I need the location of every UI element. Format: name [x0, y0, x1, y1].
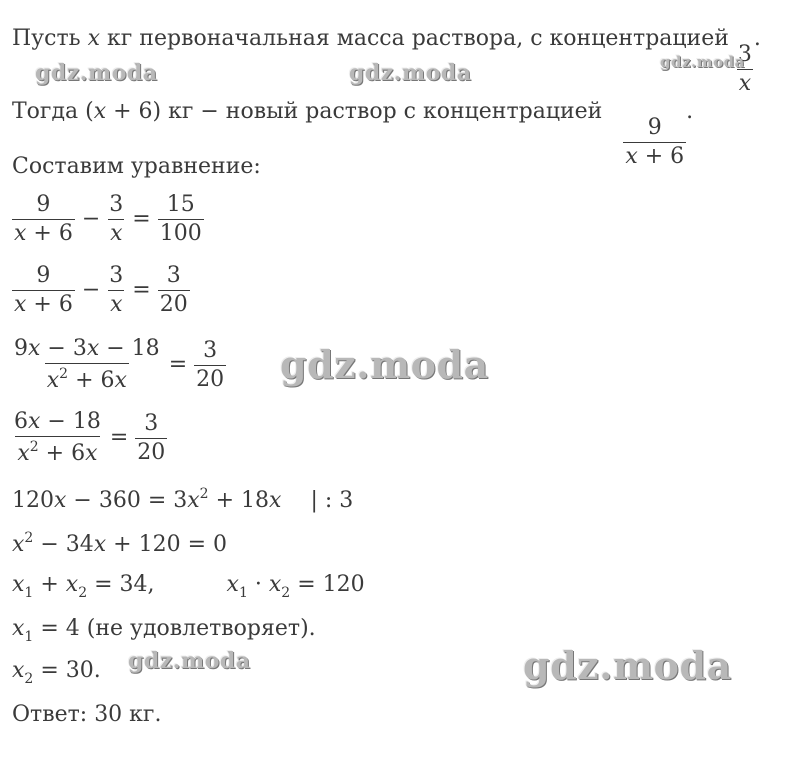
variable-x: x: [114, 368, 127, 393]
term: − 18: [40, 409, 101, 434]
fraction-denominator: x: [738, 71, 752, 96]
fraction-9-over-x-plus-6: [12, 194, 75, 245]
equation-4: [12, 411, 167, 465]
variable-x: x: [14, 292, 27, 317]
numerator: 3: [109, 263, 124, 288]
variable-x: x: [28, 409, 41, 434]
variable-x: x: [14, 221, 27, 246]
variable-x: x: [46, 368, 60, 393]
watermark-1: gdz.moda: [35, 60, 158, 86]
fraction-numerator: 3: [737, 42, 752, 67]
root-1-line: [12, 618, 316, 644]
subscript: 2: [24, 671, 34, 687]
divide-note: | : 3: [310, 488, 354, 513]
term: − 360 = 3: [66, 488, 188, 513]
denominator: x: [110, 221, 123, 246]
term: − 34: [33, 532, 94, 557]
equation-heading: Составим уравнение:: [12, 154, 261, 179]
variable-x: x: [54, 488, 67, 513]
product-value: = 120: [290, 572, 365, 597]
variable-x: x: [269, 488, 282, 513]
coef: 6: [14, 409, 28, 434]
subscript: 2: [281, 585, 291, 601]
plus: +: [33, 572, 66, 597]
variable-x: x: [12, 616, 25, 641]
variable-x: x: [625, 144, 638, 169]
term: − 18: [99, 336, 160, 361]
numerator: 3: [109, 192, 124, 217]
term: + 18: [208, 488, 270, 513]
sum-value: = 34,: [87, 572, 155, 597]
equation-2: [12, 265, 190, 316]
variable-x: x: [226, 572, 239, 597]
variable-x: x: [93, 532, 107, 557]
equals-sign: =: [109, 425, 129, 450]
term: + 120 = 0: [106, 532, 228, 557]
term: 120: [12, 488, 54, 513]
equals-sign: =: [168, 352, 188, 377]
fraction-3-over-x: [107, 194, 125, 245]
numerator: 15: [166, 192, 195, 217]
numerator: 9: [36, 263, 51, 288]
fraction-3-over-x: [107, 265, 125, 316]
numerator: 9: [36, 192, 51, 217]
exponent: 2: [199, 486, 209, 502]
intro-text: Пусть: [12, 26, 81, 51]
variable-x: x: [86, 336, 100, 361]
denominator-rest: + 6: [26, 292, 73, 317]
term: + 6: [38, 441, 86, 466]
subscript: 1: [24, 629, 34, 645]
subscript: 1: [238, 585, 248, 601]
variable-x: x: [87, 26, 101, 51]
variable-x: x: [12, 532, 25, 557]
denominator: 20: [137, 439, 166, 465]
new-concentration-fraction: [623, 117, 686, 168]
variable-x: x: [12, 658, 25, 683]
exponent: 2: [29, 439, 39, 455]
variable-x: x: [17, 441, 30, 466]
equals-sign: =: [132, 277, 151, 303]
equation-5: [12, 487, 353, 512]
subscript: 1: [24, 585, 34, 601]
intro-rest: кг первоначальная масса раствора, с концентрацией: [107, 26, 729, 51]
exponent: 2: [24, 530, 34, 546]
fraction-3-over-20: [158, 265, 190, 316]
variable-x: x: [28, 336, 41, 361]
variable-x: x: [187, 488, 200, 513]
numerator: 3: [144, 410, 159, 436]
term: + 6: [68, 368, 115, 393]
dot: ·: [247, 572, 269, 597]
denominator: 100: [159, 221, 202, 246]
minus-sign: −: [81, 277, 101, 303]
watermark-5: gdz.moda: [128, 648, 251, 674]
equals-sign: =: [132, 206, 151, 232]
watermark-4: gdz.moda: [280, 342, 489, 387]
exponent: 2: [59, 366, 69, 382]
denominator: x: [110, 292, 123, 317]
equation-6: [12, 531, 227, 556]
root-2-line: [12, 660, 101, 686]
text-new-solution: + 6) кг − новый раствор с концентрацией: [106, 99, 603, 124]
coef: 9: [14, 336, 28, 361]
subscript: 2: [78, 585, 88, 601]
equation-3: [12, 338, 226, 392]
equation-1: [12, 194, 204, 245]
root-2-value: = 30.: [33, 658, 101, 683]
watermark-3: gdz.moda: [660, 53, 745, 71]
watermark-2: gdz.moda: [349, 60, 472, 86]
text-then: Тогда (: [12, 99, 94, 124]
fraction-15-over-100: [158, 194, 204, 245]
variable-x: x: [93, 99, 107, 124]
variable-x: x: [268, 572, 282, 597]
denominator: 20: [159, 292, 188, 317]
period: .: [686, 99, 694, 124]
vieta-line: [12, 574, 365, 600]
fraction-3-over-20: [194, 337, 226, 392]
numerator: 3: [203, 337, 218, 363]
root-1-value: = 4 (не удовлетворяет).: [33, 616, 316, 641]
answer-line: Ответ: 30 кг.: [12, 702, 162, 727]
denominator: 20: [196, 366, 225, 392]
watermark-6: gdz.moda: [523, 643, 732, 688]
fraction-3-over-20: [135, 410, 167, 465]
denominator-rest: + 6: [637, 144, 685, 169]
variable-x: x: [12, 572, 25, 597]
fraction-numerator: 9: [647, 115, 662, 140]
period: .: [753, 26, 761, 51]
minus-sign: −: [81, 206, 101, 232]
fraction-9-over-x-plus-6: [12, 265, 75, 316]
variable-x: x: [85, 441, 98, 466]
variable-x: x: [65, 572, 79, 597]
numerator: 3: [166, 263, 181, 288]
denominator-rest: + 6: [26, 221, 73, 246]
simplified-fraction: [12, 411, 103, 465]
combined-fraction: [12, 338, 162, 392]
term: − 3: [40, 336, 87, 361]
